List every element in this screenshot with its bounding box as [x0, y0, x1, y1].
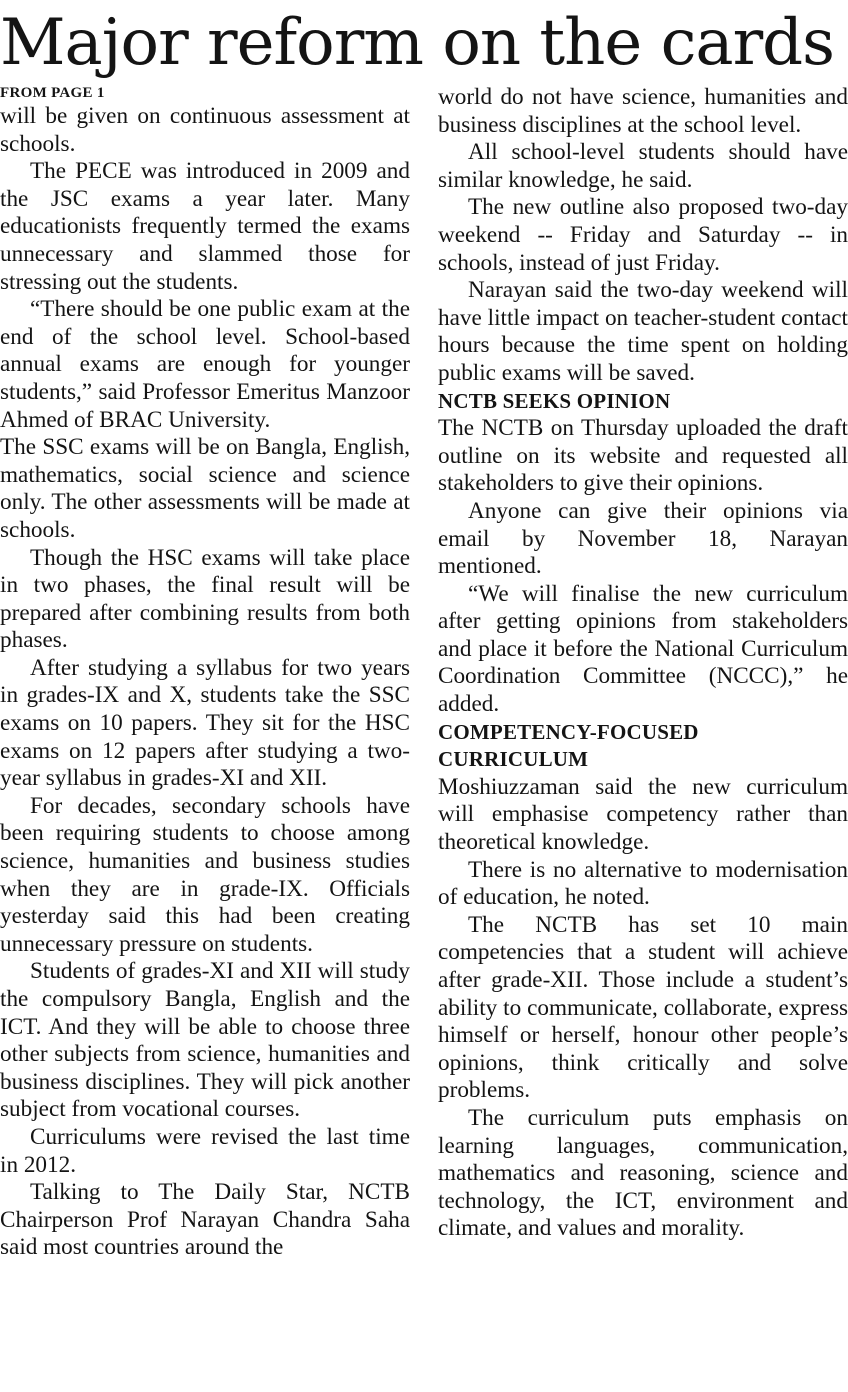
- paragraph: The NCTB has set 10 main competencies that a student will achieve after grade-XII. Those include a student’s ability to communicate, collaborate, express himself or herself, honour other people’s opinions, think critically and solve problems.: [438, 911, 848, 1104]
- paragraph: Talking to The Daily Star, NCTB Chairperson Prof Narayan Chandra Saha said most countries around the: [0, 1179, 410, 1261]
- paragraph: There is no alternative to modernisation of education, he noted.: [438, 856, 848, 911]
- paragraph: The new outline also proposed two-day weekend -- Friday and Saturday -- in schools, instead of just Friday.: [438, 194, 848, 276]
- paragraph: The SSC exams will be on Bangla, English, mathematics, social science and science only. The other assessments will be made at schools.: [0, 434, 410, 543]
- paragraph: The curriculum puts emphasis on learning languages, communication, mathematics and reasoning, science and technology, the ICT, environment and climate, and values and morality.: [438, 1104, 848, 1242]
- paragraph: Moshiuzzaman said the new curriculum will emphasise competency rather than theoretical knowledge.: [438, 773, 848, 856]
- paragraph: All school-level students should have similar knowledge, he said.: [438, 139, 848, 193]
- paragraph: Narayan said the two-day weekend will have little impact on teacher-student contact hours because the time spent on holding public exams will be saved.: [438, 277, 848, 386]
- headline: Major reform on the cards: [0, 6, 834, 80]
- paragraph: will be given on continuous assessment at schools.: [0, 103, 410, 157]
- subhead-competency-focused-curriculum: COMPETENCY-FOCUSED CURRICULUM: [438, 719, 699, 772]
- right-column: [438, 84, 848, 1243]
- continuation-kicker: FROM PAGE 1: [0, 85, 105, 101]
- left-column: [0, 83, 410, 1262]
- paragraph: After studying a syllabus for two years in grades-IX and X, students take the SSC exams on 10 papers. They sit for the HSC exams on 12 papers after studying a two-year syllabus in grades-XI and XII.: [0, 654, 410, 792]
- paragraph: Though the HSC exams will take place in two phases, the final result will be prepared after combining results from both phases.: [0, 544, 410, 654]
- paragraph: world do not have science, humanities and business disciplines at the school level.: [438, 84, 848, 138]
- paragraph: For decades, secondary schools have been requiring students to choose among science, humanities and business studies when they are in grade-IX. Officials yesterday said this had been creating unnecessary pressure on students.: [0, 792, 410, 957]
- paragraph: The PECE was introduced in 2009 and the JSC exams a year later. Many educationists frequently termed the exams unnecessary and slammed those for stressing out the students.: [0, 158, 410, 295]
- paragraph: The NCTB on Thursday uploaded the draft outline on its website and requested all stakeholders to give their opinions.: [438, 415, 848, 497]
- paragraph: Students of grades-XI and XII will study the compulsory Bangla, English and the ICT. And they will be able to choose three other subjects from science, humanities and business disciplines. They will pick another subject from vocational courses.: [0, 958, 410, 1123]
- paragraph: “There should be one public exam at the end of the school level. School-based annual exams are enough for younger students,” said Professor Emeritus Manzoor Ahmed of BRAC University.: [0, 296, 410, 433]
- paragraph: Anyone can give their opinions via email by November 18, Narayan mentioned.: [438, 497, 848, 580]
- paragraph: Curriculums were revised the last time in 2012.: [0, 1123, 410, 1178]
- subhead-nctb-seeks-opinion: NCTB SEEKS OPINION: [438, 388, 671, 413]
- paragraph: “We will finalise the new curriculum after getting opinions from stakeholders and place it before the National Curriculum Coordination Committee (NCCC),” he added.: [438, 580, 848, 718]
